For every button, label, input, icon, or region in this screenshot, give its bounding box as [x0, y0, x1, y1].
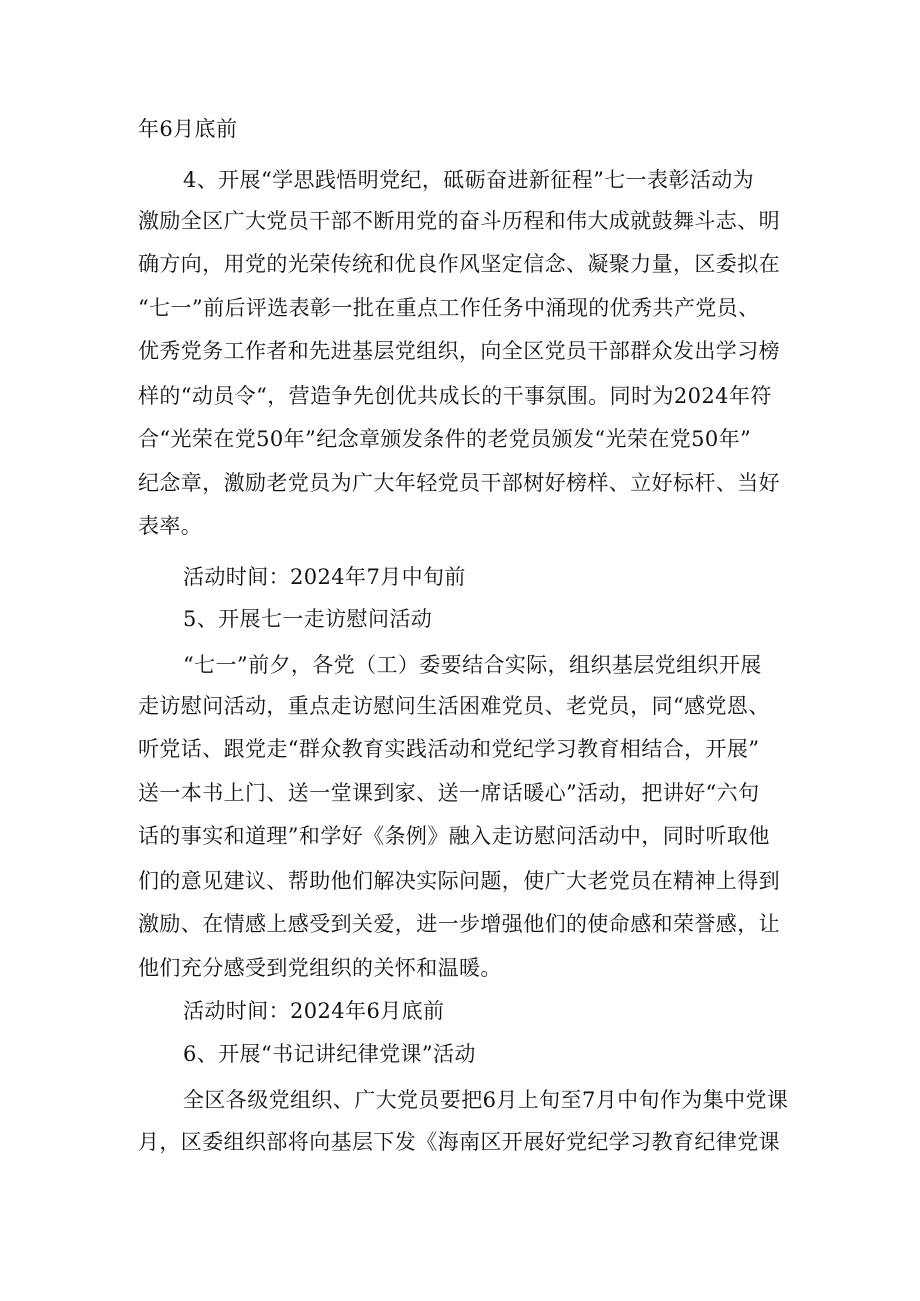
text-line: 听党话、跟党走“群众教育实践活动和党纪学习教育相结合，开展”: [138, 737, 760, 761]
text-line: 他们充分感受到党组织的关怀和温暖。: [138, 956, 502, 980]
text-line: 全区各级党组织、广大党员要把6月上旬至7月中旬作为集中党课: [183, 1088, 789, 1112]
text-line: 激励全区广大党员干部不断用党的奋斗历程和伟大成就鼓舞斗志、明: [138, 209, 780, 233]
activity-time: 活动时间：2024年6月底前: [183, 999, 445, 1023]
text-line: 样的“动员令“，营造争先创优共成长的干事氛围。同时为2024年符: [138, 384, 772, 408]
section-heading-4: 4、开展“学思践悟明党纪，砥砺奋进新征程”七一表彰活动为: [183, 168, 755, 192]
text-line: “七一”前后评选表彰一批在重点工作任务中涌现的优秀共产党员、: [138, 296, 760, 320]
text-line: 话的事实和道理”和学好《条例》融入走访慰问活动中，同时听取他: [138, 824, 770, 848]
text-line: 纪念章，激励老党员为广大年轻党员干部树好榜样、立好标杆、当好: [138, 471, 780, 495]
text-line: 们的意见建议、帮助他们解决实际问题，使广大老党员在精神上得到: [138, 869, 780, 893]
text-line: 激励、在情感上感受到关爱，进一步增强他们的使命感和荣誉感，让: [138, 912, 780, 936]
text-line: 表率。: [138, 514, 203, 538]
text-line: “七一”前夕，各党（工）委要结合实际，组织基层党组织开展: [183, 653, 762, 677]
text-line: 年6月底前: [138, 117, 238, 141]
section-heading-5: 5、开展七一走访慰问活动: [183, 607, 433, 631]
text-line: 月，区委组织部将向基层下发《海南区开展好党纪学习教育纪律党课: [138, 1130, 780, 1154]
text-line: 走访慰问活动，重点走访慰问生活困难党员、老党员，同“感党恩、: [138, 694, 770, 718]
text-line: 合“光荣在党50年”纪念章颁发条件的老党员颁发“光荣在党50年”: [138, 427, 752, 451]
text-line: 优秀党务工作者和先进基层党组织，向全区党员干部群众发出学习榜: [138, 339, 780, 363]
section-heading-6: 6、开展“书记讲纪律党课”活动: [183, 1042, 476, 1066]
activity-time: 活动时间：2024年7月中旬前: [183, 565, 466, 589]
text-line: 确方向，用党的光荣传统和优良作风坚定信念、凝聚力量，区委拟在: [138, 252, 780, 276]
text-line: 送一本书上门、送一堂课到家、送一席话暖心”活动，把讲好“六句: [138, 781, 760, 805]
